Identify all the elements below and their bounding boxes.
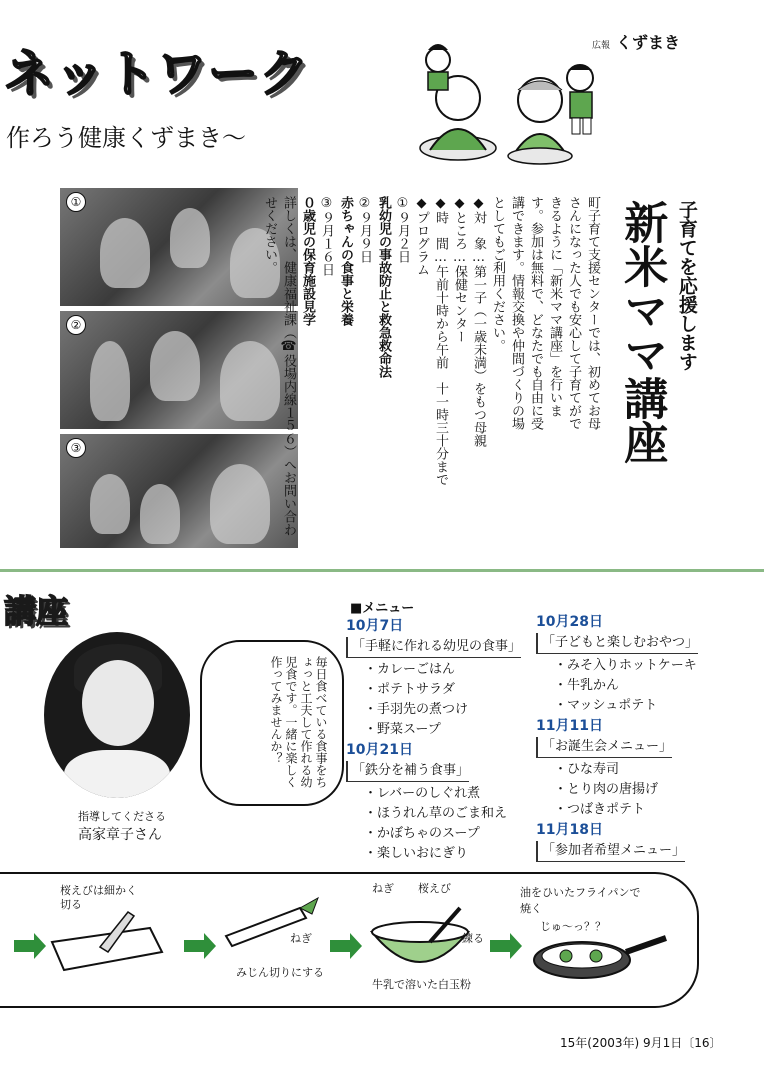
menu-course: 「手軽に作れる幼児の食事」 [346, 637, 521, 658]
step1-note: 桜えびは細かく切る [60, 884, 137, 911]
menu-column-1 [346, 616, 536, 864]
step3-label-3: 練る [462, 932, 484, 945]
menu-course: 「子どもと楽しむおやつ」 [536, 633, 698, 654]
menu-item: ・野菜スープ [364, 722, 441, 737]
masthead-name: くずまき [616, 33, 681, 52]
program-date-2: ②９月９日 [357, 196, 372, 263]
menu-date: 10月21日 [346, 742, 413, 758]
program-title-3: ０歳児の保育施設見学 [300, 196, 315, 326]
program-title-1: 乳幼児の事故防止と救急救命法 [376, 196, 391, 378]
menu-item: ・ポテトサラダ [364, 682, 455, 697]
section-divider [0, 569, 764, 572]
step-arrow-icon [184, 933, 216, 959]
section-title: ネットワーク [4, 45, 310, 103]
menu-item: ・ひな寿司 [554, 762, 620, 777]
step3-label-1: ねぎ [372, 882, 394, 895]
program-label: ◆プログラム [414, 196, 429, 276]
menu-item: ・牛乳かん [554, 678, 620, 693]
menu-item: ・手羽先の煮つけ [364, 702, 469, 717]
step4-sound: じゅ〜っ？？ [540, 920, 606, 933]
menu-date: 10月28日 [536, 614, 603, 630]
step-arrow-icon [330, 933, 362, 959]
contact-text: 詳しくは、健康福祉課（☎役場内線１５６）へお問い合わせください。 [262, 196, 296, 536]
page-footer-date: 15年(2003年) 9月1日〔16〕 [560, 1036, 722, 1050]
menu-course: 「鉄分を補う食事」 [346, 761, 469, 782]
program-title-2: 赤ちゃんの食事と栄養 [338, 196, 353, 326]
menu-item: ・マッシュポテト [554, 698, 658, 713]
menu-item: ・カレーごはん [364, 662, 456, 677]
menu-item: ・楽しいおにぎり [364, 846, 469, 861]
menu-date: 11月18日 [536, 822, 603, 838]
masthead-prefix: 広報 [592, 41, 611, 51]
family-illustration [410, 38, 610, 166]
time-line: ◆時 間…午前十時から午前 十一時三十分まで [433, 196, 448, 486]
instructor-role: 指導してくださる [78, 810, 166, 823]
article-info [262, 196, 488, 546]
article-title: 新米ママ講座 [616, 200, 668, 464]
photo-number: ① [66, 192, 86, 212]
target-line: ◆対 象…第一子（一歳未満）をもつ母親 [471, 196, 486, 447]
menu-date: 11月11日 [536, 718, 603, 734]
step3-label-2: 桜えび [418, 882, 451, 895]
article-intro: 町子育て支援センターでは、初めてお母さんになった人でも安心して子育てができるように「新米ママ講座」を行います。参加は無料で、どなたでも自由に受講できます。情報交換や仲間づくりの場としてもご利用ください。 [490, 196, 600, 430]
menu-item: ・つばきポテト [554, 802, 646, 817]
photo-number: ③ [66, 438, 86, 458]
section-subtitle: 作ろう健康くずまき〜 [6, 124, 246, 152]
photo-number: ② [66, 315, 86, 335]
menu-column-2 [536, 612, 736, 864]
step3-note: 牛乳で溶いた白玉粉 [372, 978, 471, 991]
program-date-3: ③９月１６日 [319, 196, 334, 276]
speech-text: 毎日食べている食事をちょっと工夫して作れる幼児食です。一緒に楽しく作ってみませんか？ [269, 656, 328, 788]
menu-date: 10月7日 [346, 618, 404, 634]
menu-item: ・ほうれん草のごま和え [364, 806, 508, 821]
step-arrow-icon [14, 933, 46, 959]
step4-note: 油をひいたフライパンで焼く [520, 886, 641, 915]
step-arrow-icon [490, 933, 522, 959]
speech-bubble [200, 640, 344, 806]
instructor-name: 高家章子さん [78, 827, 162, 843]
menu-course: 「お誕生会メニュー」 [536, 737, 672, 758]
article-tagline: 子育てを応援します [675, 200, 698, 371]
menu-item: ・レバーのしぐれ煮 [364, 786, 481, 801]
place-line: ◆ところ…保健センター [452, 196, 467, 343]
instructor-photo [44, 632, 190, 798]
menu-course: 「参加者希望メニュー」 [536, 841, 685, 862]
menu-item: ・みそ入りホットケーキ [554, 658, 697, 673]
menu-heading: ■メニュー [350, 601, 415, 616]
step2-label: ねぎ [290, 932, 312, 945]
koza-heading: 講座 [4, 592, 69, 630]
step2-note: みじん切りにする [236, 966, 324, 979]
menu-item: ・かぼちゃのスープ [364, 826, 480, 841]
program-date-1: ①９月２日 [395, 196, 410, 263]
menu-item: ・とり肉の唐揚げ [554, 782, 659, 797]
